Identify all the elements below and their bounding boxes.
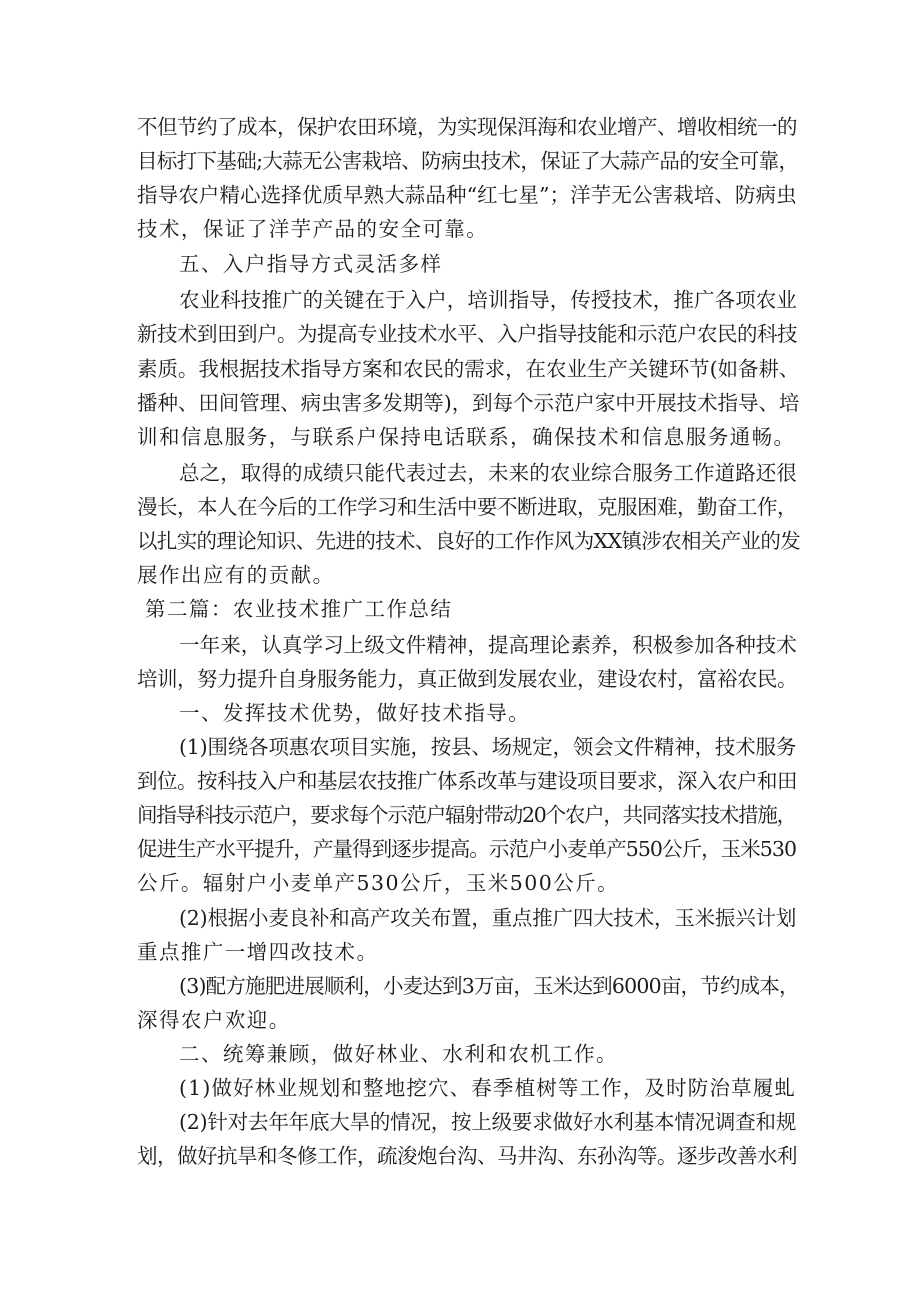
text-line: 划，做好抗旱和冬修工作，疏浚炮台沟、马井沟、东孙沟等。逐步改善水利 — [137, 1144, 797, 1168]
text-line: (2)针对去年年底大旱的情况，按上级要求做好水利基本情况调查和规 — [179, 1110, 797, 1134]
text-line: (1)围绕各项惠农项目实施，按县、场规定，领会文件精神，技术服务 — [179, 735, 797, 759]
text-line: 不但节约了成本，保护农田环境，为实现保洱海和农业增产、增收相统一的 — [137, 115, 797, 139]
text-line: 总之，取得的成绩只能代表过去，未来的农业综合服务工作道路还很 — [179, 461, 797, 485]
text-line: 重点推广一增四改技术。 — [137, 940, 379, 964]
section-heading: 二、统筹兼顾，做好林业、水利和农机工作。 — [179, 1042, 618, 1066]
text-line: 素质。我根据技术指导方案和农民的需求，在农业生产关键环节(如备耕、 — [137, 357, 800, 381]
text-line: 农业科技推广的关键在于入户，培训指导，传授技术，推广各项农业 — [179, 288, 797, 312]
section-heading: 一、发挥技术优势，做好技术指导。 — [179, 701, 531, 725]
text-line: 一年来，认真学习上级文件精神，提高理论素养，积极参加各种技术 — [179, 633, 797, 657]
text-line: 新技术到田到户。为提高专业技术水平、入户指导技能和示范户农民的科技 — [137, 322, 797, 346]
text-line: 指导农户精心选择优质早熟大蒜品种“红七星”；洋芋无公害栽培、防病虫 — [137, 183, 797, 207]
text-line: 培训，努力提升自身服务能力，真正做到发展农业，建设农村，富裕农民。 — [137, 667, 797, 691]
section-heading: 五、入户指导方式灵活多样 — [179, 252, 443, 276]
text-line: 以扎实的理论知识、先进的技术、良好的工作作风为XX镇涉农相关产业的发 — [137, 529, 801, 553]
text-line: 目标打下基础;大蒜无公害栽培、防病虫技术，保证了大蒜产品的安全可靠， — [137, 149, 799, 173]
text-line: (1)做好林业规划和整地挖穴、春季植树等工作，及时防治草履虬 — [179, 1076, 797, 1100]
text-line: 到位。按科技入户和基层农技推广体系改革与建设项目要求，深入农户和田 — [137, 769, 797, 793]
text-line: (2)根据小麦良补和高产攻关布置，重点推广四大技术，玉米振兴计划 — [179, 906, 797, 930]
text-line: 深得农户欢迎。 — [137, 1008, 291, 1032]
text-line: 公斤。辐射户小麦单产530公斤，玉米500公斤。 — [137, 871, 620, 895]
text-line: 播种、田间管理、病虫害多发期等)，到每个示范户家中开展技术指导、培 — [137, 391, 800, 415]
text-line: 技术，保证了洋芋产品的安全可靠。 — [137, 217, 489, 241]
text-line: 促进生产水平提升，产量得到逐步提高。示范户小麦单产550公斤，玉米530 — [137, 837, 797, 861]
text-line: (3)配方施肥进展顺利，小麦达到3万亩，玉米达到6000亩，节约成本， — [179, 974, 799, 998]
text-line: 间指导科技示范户，要求每个示范户辐射带动20个农户，共同落实技术措施， — [137, 803, 796, 827]
text-line: 漫长，本人在今后的工作学习和生活中要不断进取，克服困难，勤奋工作， — [137, 495, 797, 519]
text-line: 训和信息服务，与联系户保持电话联系，确保技术和信息服务通畅。 — [137, 425, 796, 449]
section-title: 第二篇：农业技术推广工作总结 — [145, 597, 453, 621]
text-line: 展作出应有的贡献。 — [137, 563, 335, 587]
